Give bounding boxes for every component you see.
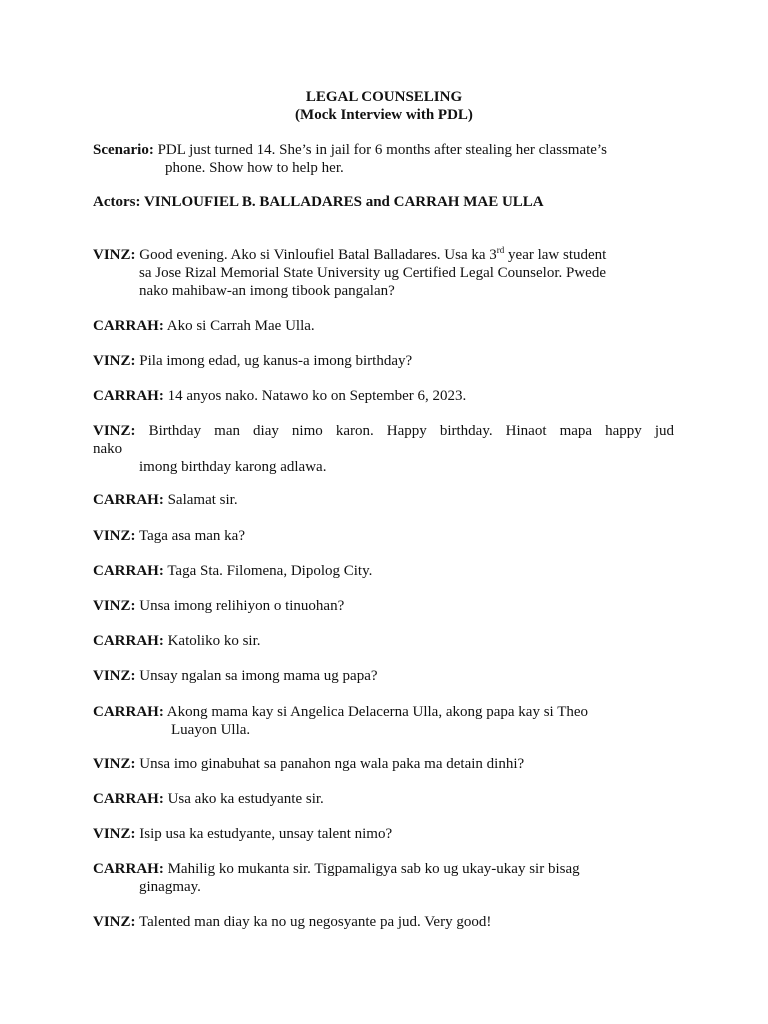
document-title: [0, 88, 768, 124]
speaker-label: VINZ:: [93, 826, 136, 842]
speaker-label: VINZ:: [93, 914, 136, 930]
dialogue-text: Pila imong edad, ug kanus-a imong birthday?: [139, 353, 413, 369]
speaker-label: CARRAH:: [93, 791, 164, 807]
dialogue-vinz-7: [93, 755, 674, 773]
dialogue-vinz-1: [93, 246, 674, 300]
dialogue-text: Good evening. Ako si Vinloufiel Batal Balladares. Usa ka 3: [139, 247, 497, 263]
dialogue-vinz-4: [93, 527, 674, 545]
dialogue-text: 14 anyos nako. Natawo ko on September 6, 2023.: [167, 388, 467, 404]
dialogue-text: sa Jose Rizal Memorial State University ug Certified Legal Counselor. Pwede: [139, 265, 606, 281]
dialogue-carrah-8: [93, 860, 674, 896]
actors-label: Actors:: [93, 194, 141, 210]
dialogue-vinz-3: [93, 422, 674, 476]
speaker-label: VINZ:: [93, 528, 136, 544]
dialogue-vinz-2: [93, 352, 674, 370]
title-line-2: (Mock Interview with PDL): [295, 107, 473, 123]
dialogue-text: Unsa imong relihiyon o tinuohan?: [139, 598, 345, 614]
dialogue-text: nako mahibaw-an imong tibook pangalan?: [139, 283, 395, 299]
scenario-paragraph: [93, 141, 674, 177]
dialogue-carrah-2: [93, 387, 674, 405]
scenario-text-1: PDL just turned 14. She’s in jail for 6 months after stealing her classmate’s: [157, 142, 607, 158]
dialogue-text: Salamat sir.: [167, 492, 238, 508]
dialogue-text: Isip usa ka estudyante, unsay talent nimo?: [139, 826, 393, 842]
scenario-text-2: phone. Show how to help her.: [165, 160, 344, 176]
dialogue-text: Unsay ngalan sa imong mama ug papa?: [139, 668, 378, 684]
speaker-label: VINZ:: [93, 598, 136, 614]
title-line-1: LEGAL COUNSELING: [305, 89, 463, 105]
dialogue-text: year law student: [504, 247, 607, 263]
speaker-label: VINZ:: [93, 423, 136, 439]
dialogue-text: Katoliko ko sir.: [167, 633, 261, 649]
ordinal-superscript: rd: [496, 245, 505, 255]
dialogue-text: Usa ako ka estudyante sir.: [167, 791, 324, 807]
dialogue-carrah-4: [93, 562, 674, 580]
speaker-label: CARRAH:: [93, 318, 164, 334]
speaker-label: VINZ:: [93, 668, 136, 684]
dialogue-text: ginagmay.: [139, 879, 201, 895]
speaker-label: CARRAH:: [93, 704, 164, 720]
dialogue-text: Akong mama kay si Angelica Delacerna Ulla, akong papa kay si Theo: [166, 704, 589, 720]
dialogue-carrah-1: [93, 317, 674, 335]
dialogue-text: Mahilig ko mukanta sir. Tigpamaligya sab ko ug ukay-ukay sir bisag: [167, 861, 580, 877]
speaker-label: CARRAH:: [93, 492, 164, 508]
speaker-label: CARRAH:: [93, 861, 164, 877]
dialogue-text: Ako si Carrah Mae Ulla.: [166, 318, 315, 334]
dialogue-carrah-3: [93, 491, 674, 509]
dialogue-carrah-7: [93, 790, 674, 808]
speaker-label: VINZ:: [93, 756, 136, 772]
dialogue-text: Talented man diay ka no ug negosyante pa jud. Very good!: [139, 914, 492, 930]
dialogue-carrah-5: [93, 632, 674, 650]
dialogue-vinz-9: [93, 913, 674, 931]
speaker-label: CARRAH:: [93, 633, 164, 649]
dialogue-text: nako: [93, 441, 123, 457]
speaker-label: VINZ:: [93, 353, 136, 369]
speaker-label: CARRAH:: [93, 563, 164, 579]
dialogue-text: Birthday man diay nimo karon. Happy birthday. Hinaot mapa happy jud: [148, 423, 675, 439]
dialogue-text: Luayon Ulla.: [171, 722, 251, 738]
dialogue-carrah-6: [93, 703, 674, 739]
dialogue-text: Taga asa man ka?: [139, 528, 245, 544]
dialogue-text: Taga Sta. Filomena, Dipolog City.: [167, 563, 373, 579]
speaker-label: CARRAH:: [93, 388, 164, 404]
scenario-label: Scenario:: [93, 142, 154, 158]
dialogue-text: imong birthday karong adlawa.: [139, 459, 327, 475]
dialogue-vinz-5: [93, 597, 674, 615]
actors-names: VINLOUFIEL B. BALLADARES and CARRAH MAE ULLA: [143, 194, 544, 210]
dialogue-text: Unsa imo ginabuhat sa panahon nga wala paka ma detain dinhi?: [139, 756, 525, 772]
dialogue-vinz-8: [93, 825, 674, 843]
speaker-label: VINZ:: [93, 247, 136, 263]
actors-paragraph: [93, 193, 674, 211]
dialogue-vinz-6: [93, 667, 674, 685]
